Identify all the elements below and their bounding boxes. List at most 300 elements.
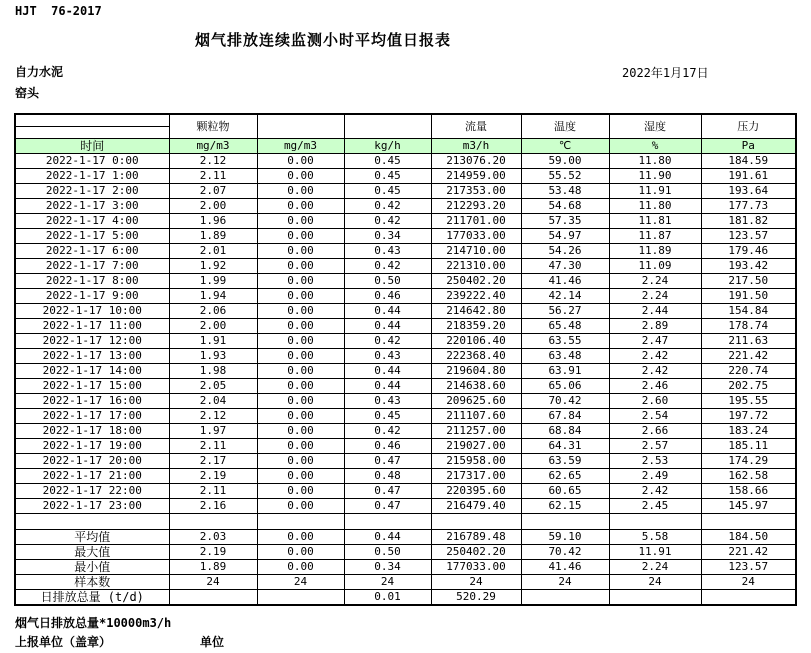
table-row bbox=[15, 409, 796, 424]
value-cell: 2.44 bbox=[609, 304, 701, 319]
value-cell: 0.46 bbox=[344, 289, 431, 304]
value-cell: 0.47 bbox=[344, 499, 431, 514]
value-cell: 0.48 bbox=[344, 469, 431, 484]
value-cell: 2.42 bbox=[609, 364, 701, 379]
value-cell: 177.73 bbox=[701, 199, 796, 214]
value-cell: 179.46 bbox=[701, 244, 796, 259]
column-group-empty-2 bbox=[344, 114, 431, 139]
value-cell: 1.98 bbox=[169, 364, 257, 379]
value-cell: 2.11 bbox=[169, 169, 257, 184]
value-cell: 65.48 bbox=[521, 319, 609, 334]
value-cell: 0.00 bbox=[257, 229, 344, 244]
value-cell: 2.45 bbox=[609, 499, 701, 514]
value-cell: 2.60 bbox=[609, 394, 701, 409]
value-cell: 0.00 bbox=[257, 304, 344, 319]
value-cell: 197.72 bbox=[701, 409, 796, 424]
monitoring-report-table bbox=[14, 113, 797, 606]
footer-note: 烟气日排放总量*10000m3/h bbox=[15, 616, 172, 630]
value-cell: 11.90 bbox=[609, 169, 701, 184]
value-cell: 184.59 bbox=[701, 154, 796, 169]
unit-cell-mgm3-2: mg/m3 bbox=[257, 139, 344, 154]
value-cell: 24 bbox=[521, 575, 609, 590]
value-cell bbox=[169, 514, 257, 530]
value-cell: 0.46 bbox=[344, 439, 431, 454]
value-cell: 185.11 bbox=[701, 439, 796, 454]
value-cell: 11.89 bbox=[609, 244, 701, 259]
value-cell: 0.00 bbox=[257, 184, 344, 199]
value-cell: 0.44 bbox=[344, 364, 431, 379]
value-cell: 250402.20 bbox=[431, 545, 521, 560]
value-cell: 162.58 bbox=[701, 469, 796, 484]
value-cell: 0.00 bbox=[257, 289, 344, 304]
value-cell: 62.15 bbox=[521, 499, 609, 514]
unit-cell-mgm3-1: mg/m3 bbox=[169, 139, 257, 154]
value-cell: 24 bbox=[609, 575, 701, 590]
monitoring-station-name: 窑头 bbox=[15, 86, 40, 100]
value-cell: 0.00 bbox=[257, 454, 344, 469]
value-cell: 60.65 bbox=[521, 484, 609, 499]
value-cell: 0.47 bbox=[344, 484, 431, 499]
value-cell: 216479.40 bbox=[431, 499, 521, 514]
value-cell: 11.80 bbox=[609, 154, 701, 169]
value-cell: 54.97 bbox=[521, 229, 609, 244]
value-cell: 24 bbox=[431, 575, 521, 590]
value-cell: 0.42 bbox=[344, 424, 431, 439]
table-row bbox=[15, 319, 796, 334]
value-cell: 211.63 bbox=[701, 334, 796, 349]
value-cell: 2.24 bbox=[609, 289, 701, 304]
value-cell: 55.52 bbox=[521, 169, 609, 184]
table-row bbox=[15, 454, 796, 469]
value-cell: 219027.00 bbox=[431, 439, 521, 454]
value-cell: 174.29 bbox=[701, 454, 796, 469]
value-cell: 0.00 bbox=[257, 244, 344, 259]
value-cell: 202.75 bbox=[701, 379, 796, 394]
value-cell: 0.00 bbox=[257, 530, 344, 545]
value-cell: 1.91 bbox=[169, 334, 257, 349]
value-cell: 1.89 bbox=[169, 560, 257, 575]
table-row bbox=[15, 304, 796, 319]
value-cell: 1.99 bbox=[169, 274, 257, 289]
table-row bbox=[15, 229, 796, 244]
value-cell: 70.42 bbox=[521, 394, 609, 409]
value-cell: 1.94 bbox=[169, 289, 257, 304]
value-cell: 213076.20 bbox=[431, 154, 521, 169]
column-group-empty-1 bbox=[257, 114, 344, 139]
value-cell: 2.00 bbox=[169, 319, 257, 334]
row-label-cell: 最小值 bbox=[15, 560, 169, 575]
row-label-cell: 日排放总量 (t/d) bbox=[15, 590, 169, 606]
value-cell bbox=[701, 590, 796, 606]
value-cell: 1.93 bbox=[169, 349, 257, 364]
value-cell: 520.29 bbox=[431, 590, 521, 606]
value-cell: 0.00 bbox=[257, 439, 344, 454]
table-row bbox=[15, 379, 796, 394]
row-label-cell: 平均值 bbox=[15, 530, 169, 545]
value-cell: 0.00 bbox=[257, 545, 344, 560]
value-cell: 0.00 bbox=[257, 394, 344, 409]
value-cell: 0.00 bbox=[257, 409, 344, 424]
value-cell: 41.46 bbox=[521, 560, 609, 575]
value-cell: 54.26 bbox=[521, 244, 609, 259]
value-cell: 211107.60 bbox=[431, 409, 521, 424]
value-cell: 62.65 bbox=[521, 469, 609, 484]
value-cell: 0.42 bbox=[344, 199, 431, 214]
table-row bbox=[15, 499, 796, 514]
value-cell: 2.01 bbox=[169, 244, 257, 259]
value-cell: 2.42 bbox=[609, 484, 701, 499]
table-row bbox=[15, 199, 796, 214]
row-label-cell: 2022-1-17 14:00 bbox=[15, 364, 169, 379]
column-group-flow: 流量 bbox=[431, 114, 521, 139]
table-row bbox=[15, 394, 796, 409]
table-row bbox=[15, 439, 796, 454]
value-cell: 54.68 bbox=[521, 199, 609, 214]
value-cell: 2.89 bbox=[609, 319, 701, 334]
row-label-cell: 2022-1-17 17:00 bbox=[15, 409, 169, 424]
value-cell: 0.00 bbox=[257, 349, 344, 364]
value-cell: 0.45 bbox=[344, 154, 431, 169]
value-cell bbox=[344, 514, 431, 530]
value-cell: 0.44 bbox=[344, 319, 431, 334]
value-cell: 220106.40 bbox=[431, 334, 521, 349]
value-cell: 2.12 bbox=[169, 409, 257, 424]
summary-row bbox=[15, 530, 796, 545]
value-cell: 2.04 bbox=[169, 394, 257, 409]
value-cell: 63.55 bbox=[521, 334, 609, 349]
row-label-cell: 2022-1-17 11:00 bbox=[15, 319, 169, 334]
value-cell: 68.84 bbox=[521, 424, 609, 439]
table-row bbox=[15, 484, 796, 499]
row-label-cell: 2022-1-17 20:00 bbox=[15, 454, 169, 469]
value-cell: 57.35 bbox=[521, 214, 609, 229]
row-label-cell: 2022-1-17 10:00 bbox=[15, 304, 169, 319]
unit-cell-pa: Pa bbox=[701, 139, 796, 154]
value-cell: 59.00 bbox=[521, 154, 609, 169]
value-cell: 2.47 bbox=[609, 334, 701, 349]
value-cell: 123.57 bbox=[701, 229, 796, 244]
value-cell: 0.00 bbox=[257, 259, 344, 274]
value-cell: 217.50 bbox=[701, 274, 796, 289]
value-cell: 2.12 bbox=[169, 154, 257, 169]
value-cell: 1.97 bbox=[169, 424, 257, 439]
value-cell bbox=[609, 590, 701, 606]
table-row bbox=[15, 214, 796, 229]
table-row bbox=[15, 424, 796, 439]
value-cell: 2.24 bbox=[609, 560, 701, 575]
header-row-units bbox=[15, 139, 796, 154]
value-cell: 214710.00 bbox=[431, 244, 521, 259]
value-cell: 0.00 bbox=[257, 379, 344, 394]
value-cell: 70.42 bbox=[521, 545, 609, 560]
table-row bbox=[15, 334, 796, 349]
row-label-cell: 最大值 bbox=[15, 545, 169, 560]
value-cell: 0.50 bbox=[344, 274, 431, 289]
value-cell: 1.89 bbox=[169, 229, 257, 244]
value-cell: 67.84 bbox=[521, 409, 609, 424]
value-cell: 0.00 bbox=[257, 424, 344, 439]
value-cell: 0.42 bbox=[344, 259, 431, 274]
value-cell: 178.74 bbox=[701, 319, 796, 334]
row-label-cell: 2022-1-17 12:00 bbox=[15, 334, 169, 349]
value-cell: 47.30 bbox=[521, 259, 609, 274]
value-cell: 11.91 bbox=[609, 184, 701, 199]
value-cell: 2.19 bbox=[169, 545, 257, 560]
value-cell: 63.91 bbox=[521, 364, 609, 379]
table-row bbox=[15, 259, 796, 274]
value-cell: 0.42 bbox=[344, 214, 431, 229]
value-cell: 0.47 bbox=[344, 454, 431, 469]
row-label-cell: 2022-1-17 18:00 bbox=[15, 424, 169, 439]
value-cell: 63.59 bbox=[521, 454, 609, 469]
value-cell: 158.66 bbox=[701, 484, 796, 499]
value-cell: 56.27 bbox=[521, 304, 609, 319]
unit-cell-celsius: ℃ bbox=[521, 139, 609, 154]
value-cell: 0.00 bbox=[257, 199, 344, 214]
value-cell: 0.01 bbox=[344, 590, 431, 606]
value-cell: 216789.48 bbox=[431, 530, 521, 545]
summary-row bbox=[15, 560, 796, 575]
value-cell: 221.42 bbox=[701, 545, 796, 560]
table-row bbox=[15, 289, 796, 304]
value-cell: 59.10 bbox=[521, 530, 609, 545]
value-cell bbox=[431, 514, 521, 530]
header-row-group bbox=[15, 114, 796, 127]
value-cell: 2.24 bbox=[609, 274, 701, 289]
summary-row bbox=[15, 590, 796, 606]
value-cell: 1.92 bbox=[169, 259, 257, 274]
row-label-cell: 2022-1-17 22:00 bbox=[15, 484, 169, 499]
value-cell: 0.44 bbox=[344, 379, 431, 394]
summary-row bbox=[15, 575, 796, 590]
value-cell: 0.00 bbox=[257, 154, 344, 169]
value-cell: 0.50 bbox=[344, 545, 431, 560]
value-cell: 184.50 bbox=[701, 530, 796, 545]
value-cell bbox=[521, 590, 609, 606]
value-cell: 0.45 bbox=[344, 169, 431, 184]
value-cell: 222368.40 bbox=[431, 349, 521, 364]
value-cell bbox=[169, 590, 257, 606]
value-cell: 2.46 bbox=[609, 379, 701, 394]
row-label-cell: 2022-1-17 3:00 bbox=[15, 199, 169, 214]
row-label-cell: 2022-1-17 0:00 bbox=[15, 154, 169, 169]
value-cell: 195.55 bbox=[701, 394, 796, 409]
value-cell: 0.00 bbox=[257, 274, 344, 289]
unit-cell-percent: % bbox=[609, 139, 701, 154]
table-row bbox=[15, 364, 796, 379]
value-cell: 0.44 bbox=[344, 304, 431, 319]
value-cell: 2.19 bbox=[169, 469, 257, 484]
value-cell: 2.53 bbox=[609, 454, 701, 469]
value-cell: 0.00 bbox=[257, 469, 344, 484]
report-table-body bbox=[15, 154, 796, 606]
value-cell: 217317.00 bbox=[431, 469, 521, 484]
footer-signature-line bbox=[0, 633, 811, 651]
value-cell: 0.44 bbox=[344, 530, 431, 545]
row-label-cell: 2022-1-17 23:00 bbox=[15, 499, 169, 514]
value-cell: 0.45 bbox=[344, 184, 431, 199]
value-cell bbox=[609, 514, 701, 530]
value-cell: 0.34 bbox=[344, 229, 431, 244]
value-cell: 0.00 bbox=[257, 169, 344, 184]
row-label-cell: 2022-1-17 8:00 bbox=[15, 274, 169, 289]
value-cell: 181.82 bbox=[701, 214, 796, 229]
table-row bbox=[15, 469, 796, 484]
row-label-cell: 2022-1-17 4:00 bbox=[15, 214, 169, 229]
value-cell: 214959.00 bbox=[431, 169, 521, 184]
value-cell: 0.34 bbox=[344, 560, 431, 575]
value-cell: 212293.20 bbox=[431, 199, 521, 214]
value-cell: 11.91 bbox=[609, 545, 701, 560]
value-cell: 11.81 bbox=[609, 214, 701, 229]
value-cell: 215958.00 bbox=[431, 454, 521, 469]
value-cell: 183.24 bbox=[701, 424, 796, 439]
value-cell: 0.00 bbox=[257, 319, 344, 334]
value-cell: 41.46 bbox=[521, 274, 609, 289]
value-cell: 0.00 bbox=[257, 499, 344, 514]
table-row bbox=[15, 184, 796, 199]
value-cell: 1.96 bbox=[169, 214, 257, 229]
row-label-cell: 2022-1-17 16:00 bbox=[15, 394, 169, 409]
value-cell: 24 bbox=[344, 575, 431, 590]
value-cell: 11.09 bbox=[609, 259, 701, 274]
row-label-cell: 2022-1-17 19:00 bbox=[15, 439, 169, 454]
row-label-cell bbox=[15, 514, 169, 530]
value-cell: 123.57 bbox=[701, 560, 796, 575]
summary-row bbox=[15, 545, 796, 560]
row-label-cell: 2022-1-17 13:00 bbox=[15, 349, 169, 364]
value-cell: 11.80 bbox=[609, 199, 701, 214]
row-label-cell: 2022-1-17 15:00 bbox=[15, 379, 169, 394]
value-cell bbox=[257, 590, 344, 606]
header-corner-cell-bottom bbox=[15, 127, 169, 139]
column-group-humidity: 湿度 bbox=[609, 114, 701, 139]
row-label-cell: 2022-1-17 5:00 bbox=[15, 229, 169, 244]
page-title: 烟气排放连续监测小时平均值日报表 bbox=[195, 31, 452, 49]
value-cell: 217353.00 bbox=[431, 184, 521, 199]
document-standard-code: HJT 76-2017 bbox=[15, 4, 102, 18]
reporting-unit-label: 上报单位（盖章） bbox=[15, 635, 112, 649]
value-cell: 2.17 bbox=[169, 454, 257, 469]
value-cell: 0.43 bbox=[344, 244, 431, 259]
company-name: 自力水泥 bbox=[15, 65, 64, 79]
table-row bbox=[15, 274, 796, 289]
value-cell: 0.43 bbox=[344, 394, 431, 409]
value-cell: 64.31 bbox=[521, 439, 609, 454]
column-group-particulate: 颗粒物 bbox=[169, 114, 257, 139]
value-cell: 211257.00 bbox=[431, 424, 521, 439]
value-cell: 53.48 bbox=[521, 184, 609, 199]
value-cell: 177033.00 bbox=[431, 229, 521, 244]
value-cell bbox=[257, 514, 344, 530]
unit-label: 单位 bbox=[200, 635, 225, 649]
value-cell: 145.97 bbox=[701, 499, 796, 514]
report-date: 2022年1月17日 bbox=[622, 66, 709, 80]
value-cell: 0.42 bbox=[344, 334, 431, 349]
value-cell: 24 bbox=[169, 575, 257, 590]
value-cell: 214638.60 bbox=[431, 379, 521, 394]
value-cell: 2.54 bbox=[609, 409, 701, 424]
row-label-cell: 2022-1-17 7:00 bbox=[15, 259, 169, 274]
value-cell: 2.42 bbox=[609, 349, 701, 364]
spacer-row bbox=[15, 514, 796, 530]
value-cell: 221310.00 bbox=[431, 259, 521, 274]
value-cell: 177033.00 bbox=[431, 560, 521, 575]
table-row bbox=[15, 169, 796, 184]
column-group-pressure: 压力 bbox=[701, 114, 796, 139]
value-cell: 193.64 bbox=[701, 184, 796, 199]
value-cell: 214642.80 bbox=[431, 304, 521, 319]
value-cell: 2.49 bbox=[609, 469, 701, 484]
row-label-cell: 样本数 bbox=[15, 575, 169, 590]
value-cell: 2.05 bbox=[169, 379, 257, 394]
value-cell: 220395.60 bbox=[431, 484, 521, 499]
value-cell: 221.42 bbox=[701, 349, 796, 364]
time-column-header: 时间 bbox=[15, 139, 169, 154]
value-cell: 11.87 bbox=[609, 229, 701, 244]
row-label-cell: 2022-1-17 9:00 bbox=[15, 289, 169, 304]
value-cell: 0.00 bbox=[257, 560, 344, 575]
value-cell: 65.06 bbox=[521, 379, 609, 394]
value-cell: 0.00 bbox=[257, 214, 344, 229]
value-cell: 63.48 bbox=[521, 349, 609, 364]
table-row bbox=[15, 244, 796, 259]
value-cell: 2.11 bbox=[169, 439, 257, 454]
row-label-cell: 2022-1-17 2:00 bbox=[15, 184, 169, 199]
value-cell bbox=[701, 514, 796, 530]
row-label-cell: 2022-1-17 21:00 bbox=[15, 469, 169, 484]
row-label-cell: 2022-1-17 6:00 bbox=[15, 244, 169, 259]
value-cell: 24 bbox=[257, 575, 344, 590]
value-cell: 2.07 bbox=[169, 184, 257, 199]
column-group-temperature: 温度 bbox=[521, 114, 609, 139]
value-cell bbox=[521, 514, 609, 530]
value-cell: 0.43 bbox=[344, 349, 431, 364]
value-cell: 154.84 bbox=[701, 304, 796, 319]
value-cell: 193.42 bbox=[701, 259, 796, 274]
header-corner-cell-top bbox=[15, 114, 169, 127]
value-cell: 250402.20 bbox=[431, 274, 521, 289]
value-cell: 2.57 bbox=[609, 439, 701, 454]
value-cell: 191.61 bbox=[701, 169, 796, 184]
unit-cell-m3h: m3/h bbox=[431, 139, 521, 154]
value-cell: 218359.20 bbox=[431, 319, 521, 334]
value-cell: 0.00 bbox=[257, 334, 344, 349]
value-cell: 209625.60 bbox=[431, 394, 521, 409]
value-cell: 2.03 bbox=[169, 530, 257, 545]
value-cell: 2.06 bbox=[169, 304, 257, 319]
value-cell: 0.00 bbox=[257, 484, 344, 499]
value-cell: 0.45 bbox=[344, 409, 431, 424]
value-cell: 2.66 bbox=[609, 424, 701, 439]
value-cell: 42.14 bbox=[521, 289, 609, 304]
table-row bbox=[15, 349, 796, 364]
value-cell: 219604.80 bbox=[431, 364, 521, 379]
value-cell: 0.00 bbox=[257, 364, 344, 379]
value-cell: 220.74 bbox=[701, 364, 796, 379]
value-cell: 2.11 bbox=[169, 484, 257, 499]
value-cell: 2.00 bbox=[169, 199, 257, 214]
value-cell: 5.58 bbox=[609, 530, 701, 545]
value-cell: 191.50 bbox=[701, 289, 796, 304]
value-cell: 211701.00 bbox=[431, 214, 521, 229]
value-cell: 239222.40 bbox=[431, 289, 521, 304]
table-row bbox=[15, 154, 796, 169]
value-cell: 24 bbox=[701, 575, 796, 590]
row-label-cell: 2022-1-17 1:00 bbox=[15, 169, 169, 184]
unit-cell-kgh: kg/h bbox=[344, 139, 431, 154]
value-cell: 2.16 bbox=[169, 499, 257, 514]
